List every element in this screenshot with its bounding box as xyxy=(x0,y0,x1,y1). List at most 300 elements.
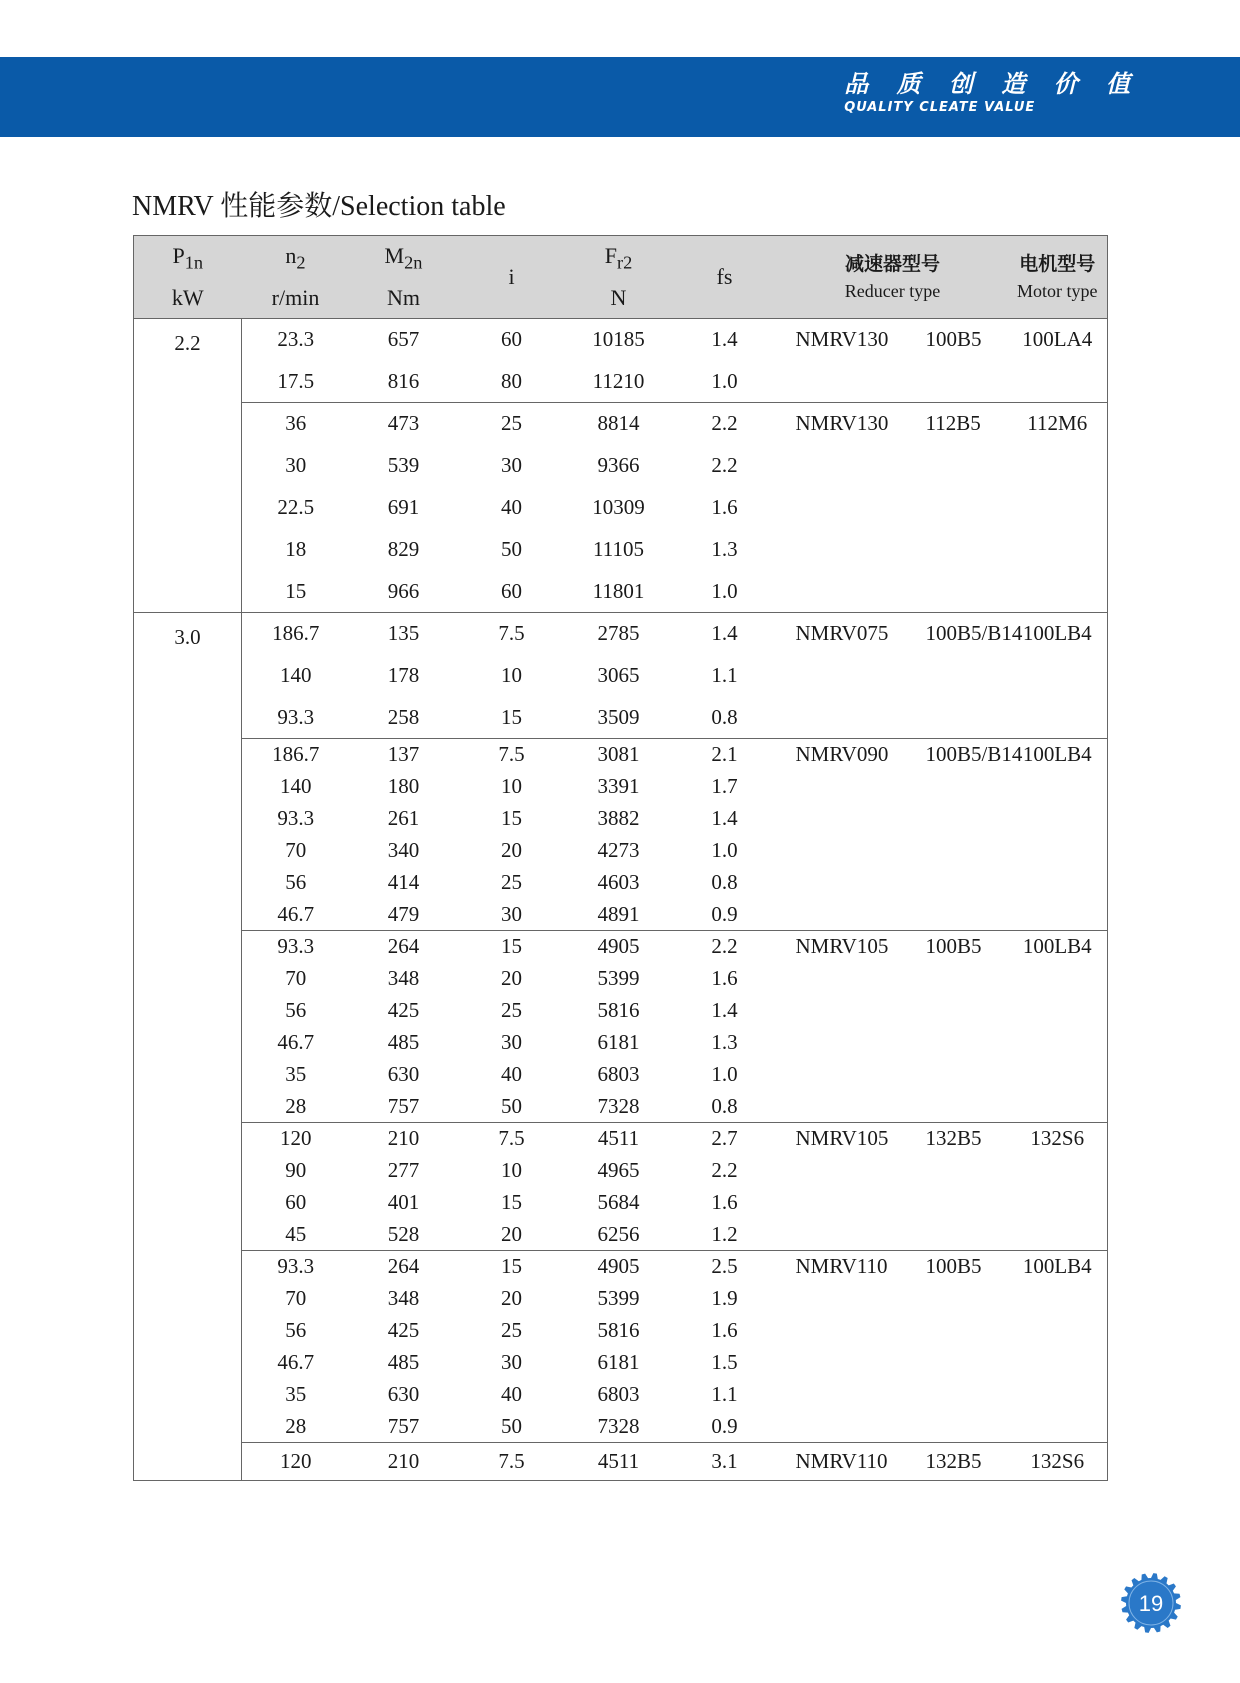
reducer-type-cell xyxy=(778,1187,1008,1219)
table-row xyxy=(134,899,1108,931)
motor-type-cell xyxy=(1008,1027,1108,1059)
i-cell: 25 xyxy=(501,1318,522,1342)
n2-cell: 35 xyxy=(285,1062,307,1086)
motor-type-cell: 132S6 xyxy=(1008,1443,1108,1481)
m2n-cell: 485 xyxy=(387,1030,420,1054)
header-p1n: $P_{1n}$ kW xyxy=(134,236,242,319)
m2n-cell: 401 xyxy=(387,1190,420,1214)
i-cell: 25 xyxy=(501,998,522,1022)
reducer-type-cell xyxy=(778,1283,1008,1315)
reducer-type-cell xyxy=(778,1155,1008,1187)
i-cell: 30 xyxy=(501,1350,522,1374)
reducer-type-cell xyxy=(778,899,1008,931)
fs-cell: 0.8 xyxy=(711,1093,738,1118)
fr2-cell: 11105 xyxy=(593,537,644,561)
m2n-cell: 258 xyxy=(387,704,420,729)
i-cell: 80 xyxy=(501,368,522,393)
header-motor-type: 电机型号 Motor type xyxy=(1008,236,1108,319)
table-header-row xyxy=(134,236,1108,319)
n2-cell: 70 xyxy=(285,966,307,990)
i-cell: 60 xyxy=(458,319,566,361)
motor-type-cell xyxy=(1008,1379,1108,1411)
reducer-flange: 100B5 xyxy=(925,1254,982,1279)
n2-cell: 120 xyxy=(242,1123,350,1155)
table-row xyxy=(134,445,1108,487)
reducer-type-cell xyxy=(778,1219,1008,1251)
m2n-cell: 657 xyxy=(350,319,458,361)
fs-cell: 2.1 xyxy=(672,739,778,771)
i-cell: 7.5 xyxy=(458,613,566,655)
fs-cell: 2.2 xyxy=(711,1158,738,1182)
fs-cell: 1.9 xyxy=(711,1286,738,1310)
m2n-cell: 180 xyxy=(387,774,420,798)
reducer-type-cell xyxy=(778,487,1008,529)
i-cell: 40 xyxy=(501,495,522,519)
n2-cell: 70 xyxy=(285,838,307,862)
n2-cell: 28 xyxy=(285,1413,307,1438)
table-row xyxy=(134,1315,1108,1347)
m2n-cell: 425 xyxy=(387,1318,420,1342)
motor-type-cell xyxy=(1008,445,1108,487)
fr2-cell: 11801 xyxy=(592,578,645,603)
n2-cell: 22.5 xyxy=(277,495,315,519)
motor-type-cell: 100LB4 xyxy=(1008,1251,1108,1283)
motor-type-cell xyxy=(1008,655,1108,697)
m2n-cell: 816 xyxy=(387,368,420,393)
slogan-en: QUALITY CLEATE VALUE xyxy=(844,100,1036,115)
i-cell: 10 xyxy=(501,1158,522,1182)
reducer-type-cell xyxy=(778,1379,1008,1411)
reducer-model: NMRV110 xyxy=(795,1449,888,1473)
m2n-cell: 485 xyxy=(387,1350,420,1374)
motor-type-cell xyxy=(1008,771,1108,803)
fr2-cell: 10309 xyxy=(592,495,645,519)
reducer-type-cell xyxy=(778,995,1008,1027)
reducer-type-cell xyxy=(778,1059,1008,1091)
n2-cell: 18 xyxy=(285,537,307,561)
fs-cell: 1.1 xyxy=(711,663,738,687)
i-cell: 60 xyxy=(501,578,522,603)
motor-type-cell xyxy=(1008,571,1108,613)
fs-cell: 0.9 xyxy=(711,901,738,926)
reducer-type-cell xyxy=(778,1123,1008,1155)
m2n-cell: 210 xyxy=(350,1443,458,1481)
fs-cell: 1.3 xyxy=(711,537,738,561)
fs-cell: 1.6 xyxy=(711,495,738,519)
fr2-cell: 4273 xyxy=(597,838,640,862)
fs-cell: 1.0 xyxy=(711,838,738,862)
i-cell: 20 xyxy=(501,966,522,990)
m2n-cell: 966 xyxy=(387,578,420,603)
i-cell: 10 xyxy=(501,663,522,687)
m2n-cell: 261 xyxy=(387,806,420,830)
reducer-type-cell xyxy=(778,1251,1008,1283)
table-row xyxy=(134,1379,1108,1411)
m2n-cell: 479 xyxy=(387,901,420,926)
table-row xyxy=(134,995,1108,1027)
table-row xyxy=(134,771,1108,803)
table-row xyxy=(134,613,1108,655)
reducer-flange: 112B5 xyxy=(925,411,981,436)
motor-type-cell xyxy=(1008,697,1108,739)
table-row xyxy=(134,403,1108,445)
motor-type-cell xyxy=(1008,1155,1108,1187)
motor-type-cell xyxy=(1008,1347,1108,1379)
n2-cell: 45 xyxy=(285,1221,307,1246)
motor-type-cell: 100LA4 xyxy=(1008,319,1108,361)
fr2-cell: 7328 xyxy=(597,1093,640,1118)
n2-cell: 70 xyxy=(285,1286,307,1310)
fr2-cell: 5684 xyxy=(597,1190,640,1214)
m2n-cell: 829 xyxy=(387,537,420,561)
n2-cell: 140 xyxy=(280,663,312,687)
table-row xyxy=(134,1283,1108,1315)
i-cell: 15 xyxy=(501,704,522,729)
motor-type-cell xyxy=(1008,963,1108,995)
table-row xyxy=(134,835,1108,867)
i-cell: 50 xyxy=(501,537,522,561)
fr2-cell: 4511 xyxy=(566,1443,672,1481)
m2n-cell: 539 xyxy=(387,453,420,477)
reducer-type-cell xyxy=(778,319,1008,361)
table-body xyxy=(134,319,1108,1481)
table-row xyxy=(134,1091,1108,1123)
reducer-flange: 100B5/B14 xyxy=(925,621,1023,646)
table-row xyxy=(134,487,1108,529)
fr2-cell: 5399 xyxy=(597,966,640,990)
fr2-cell: 6181 xyxy=(597,1030,640,1054)
motor-type-cell xyxy=(1008,1219,1108,1251)
fr2-cell: 3065 xyxy=(597,663,640,687)
i-cell: 40 xyxy=(501,1062,522,1086)
m2n-cell: 348 xyxy=(387,1286,420,1310)
i-cell: 25 xyxy=(458,403,566,445)
motor-type-cell: 112M6 xyxy=(1008,403,1108,445)
reducer-type-cell xyxy=(778,697,1008,739)
table-row xyxy=(134,655,1108,697)
fs-cell: 2.2 xyxy=(711,453,738,477)
motor-type-cell xyxy=(1008,1315,1108,1347)
n2-cell: 93.3 xyxy=(242,931,350,963)
fs-cell: 1.0 xyxy=(711,368,738,393)
header-n2: $n_2$ r/min xyxy=(242,236,350,319)
fs-cell: 0.9 xyxy=(711,1413,738,1438)
motor-type-cell: 132S6 xyxy=(1008,1123,1108,1155)
motor-type-cell xyxy=(1008,1187,1108,1219)
reducer-type-cell xyxy=(778,867,1008,899)
reducer-model: NMRV075 xyxy=(795,621,889,646)
table-row xyxy=(134,1443,1108,1481)
reducer-type-cell xyxy=(778,361,1008,403)
n2-cell: 93.3 xyxy=(277,704,315,729)
i-cell: 15 xyxy=(458,1251,566,1283)
motor-type-cell xyxy=(1008,867,1108,899)
motor-type-cell: 100LB4 xyxy=(1008,739,1108,771)
m2n-cell: 137 xyxy=(350,739,458,771)
i-cell: 15 xyxy=(501,1190,522,1214)
reducer-type-cell xyxy=(778,771,1008,803)
fr2-cell: 6803 xyxy=(597,1382,640,1406)
motor-type-cell xyxy=(1008,1091,1108,1123)
header-fr2: $F_{r2}$ N xyxy=(566,236,672,319)
i-cell: 7.5 xyxy=(458,1443,566,1481)
reducer-type-cell xyxy=(778,963,1008,995)
i-cell: 15 xyxy=(458,931,566,963)
n2-cell: 56 xyxy=(285,998,307,1022)
reducer-type-cell xyxy=(778,1443,1008,1481)
n2-cell: 46.7 xyxy=(277,1030,315,1054)
reducer-flange: 132B5 xyxy=(925,1449,982,1473)
header-banner xyxy=(0,57,1240,137)
n2-cell: 90 xyxy=(285,1158,307,1182)
reducer-model: NMRV105 xyxy=(795,934,889,959)
fs-cell: 2.2 xyxy=(672,931,778,963)
m2n-cell: 340 xyxy=(387,838,420,862)
table-row xyxy=(134,361,1108,403)
motor-type-cell xyxy=(1008,487,1108,529)
reducer-flange: 132B5 xyxy=(925,1126,982,1151)
motor-type-cell xyxy=(1008,803,1108,835)
m2n-cell: 414 xyxy=(387,870,420,894)
i-cell: 15 xyxy=(501,806,522,830)
table-row xyxy=(134,1123,1108,1155)
table-row xyxy=(134,1251,1108,1283)
fr2-cell: 9366 xyxy=(597,453,640,477)
motor-type-cell xyxy=(1008,1411,1108,1443)
motor-type-cell: 100LB4 xyxy=(1008,931,1108,963)
n2-cell: 186.7 xyxy=(242,613,350,655)
reducer-type-cell xyxy=(778,739,1023,771)
header-i: i xyxy=(458,236,566,319)
i-cell: 20 xyxy=(501,838,522,862)
n2-cell: 60 xyxy=(285,1190,307,1214)
fr2-cell: 5816 xyxy=(597,1318,640,1342)
m2n-cell: 264 xyxy=(350,931,458,963)
motor-type-cell xyxy=(1008,899,1108,931)
fr2-cell: 10185 xyxy=(566,319,672,361)
header-m2n: $M_{2n}$ Nm xyxy=(350,236,458,319)
reducer-model: NMRV110 xyxy=(795,1254,888,1279)
n2-cell: 15 xyxy=(285,578,307,603)
table-row xyxy=(134,571,1108,613)
n2-cell: 36 xyxy=(242,403,350,445)
table-row xyxy=(134,931,1108,963)
n2-cell: 35 xyxy=(285,1382,307,1406)
reducer-type-cell xyxy=(778,1027,1008,1059)
fs-cell: 1.4 xyxy=(711,998,738,1022)
reducer-model: NMRV130 xyxy=(795,411,889,436)
reducer-type-cell xyxy=(778,1411,1008,1443)
i-cell: 30 xyxy=(501,901,522,926)
fr2-cell: 3882 xyxy=(597,806,640,830)
m2n-cell: 757 xyxy=(387,1093,420,1118)
fr2-cell: 3391 xyxy=(597,774,640,798)
reducer-flange: 100B5 xyxy=(925,327,982,352)
table-row xyxy=(134,963,1108,995)
i-cell: 20 xyxy=(501,1286,522,1310)
fr2-cell: 6256 xyxy=(597,1221,640,1246)
fr2-cell: 4891 xyxy=(597,901,640,926)
i-cell: 50 xyxy=(501,1413,522,1438)
m2n-cell: 757 xyxy=(387,1413,420,1438)
n2-cell: 30 xyxy=(285,453,307,477)
fs-cell: 1.1 xyxy=(711,1382,738,1406)
fr2-cell: 4603 xyxy=(597,870,640,894)
reducer-type-cell xyxy=(778,403,1008,445)
i-cell: 40 xyxy=(501,1382,522,1406)
power-cell: 2.2 xyxy=(134,319,242,613)
fs-cell: 1.0 xyxy=(711,578,738,603)
reducer-model: NMRV090 xyxy=(795,742,889,767)
selection-table xyxy=(133,235,1108,1481)
fr2-cell: 8814 xyxy=(566,403,672,445)
i-cell: 30 xyxy=(501,1030,522,1054)
i-cell: 25 xyxy=(501,870,522,894)
motor-type-cell xyxy=(1008,361,1108,403)
reducer-type-cell xyxy=(778,571,1008,613)
reducer-type-cell xyxy=(778,1347,1008,1379)
fr2-cell: 5816 xyxy=(597,998,640,1022)
fs-cell: 1.0 xyxy=(711,1062,738,1086)
fr2-cell: 4905 xyxy=(566,931,672,963)
m2n-cell: 178 xyxy=(387,663,420,687)
page-number-badge xyxy=(1120,1572,1182,1634)
fs-cell: 1.4 xyxy=(672,613,778,655)
reducer-type-cell xyxy=(778,931,1008,963)
table-row xyxy=(134,529,1108,571)
motor-type-cell: 100LB4 xyxy=(1008,613,1108,655)
i-cell: 10 xyxy=(501,774,522,798)
fr2-cell: 4905 xyxy=(566,1251,672,1283)
n2-cell: 93.3 xyxy=(277,806,315,830)
fr2-cell: 5399 xyxy=(597,1286,640,1310)
m2n-cell: 135 xyxy=(350,613,458,655)
table-row xyxy=(134,1219,1108,1251)
header-reducer-type: 减速器型号 Reducer type xyxy=(778,236,1008,319)
table-row xyxy=(134,1155,1108,1187)
fr2-cell: 6181 xyxy=(597,1350,640,1374)
fs-cell: 0.8 xyxy=(711,704,738,729)
fs-cell: 1.4 xyxy=(672,319,778,361)
n2-cell: 186.7 xyxy=(242,739,350,771)
fs-cell: 1.7 xyxy=(711,774,738,798)
table-row xyxy=(134,739,1108,771)
table-row xyxy=(134,697,1108,739)
m2n-cell: 528 xyxy=(387,1221,420,1246)
motor-type-cell xyxy=(1008,529,1108,571)
fs-cell: 2.7 xyxy=(672,1123,778,1155)
table-row xyxy=(134,319,1108,361)
i-cell: 30 xyxy=(501,453,522,477)
n2-cell: 93.3 xyxy=(242,1251,350,1283)
m2n-cell: 691 xyxy=(387,495,420,519)
n2-cell: 28 xyxy=(285,1093,307,1118)
motor-type-cell xyxy=(1008,1283,1108,1315)
table-row xyxy=(134,867,1108,899)
table-row xyxy=(134,1059,1108,1091)
reducer-type-cell xyxy=(778,655,1008,697)
m2n-cell: 277 xyxy=(387,1158,420,1182)
reducer-type-cell xyxy=(778,529,1008,571)
page-title: NMRV 性能参数/Selection table xyxy=(132,191,506,222)
fs-cell: 2.5 xyxy=(672,1251,778,1283)
fr2-cell: 3081 xyxy=(566,739,672,771)
fr2-cell: 6803 xyxy=(597,1062,640,1086)
m2n-cell: 473 xyxy=(350,403,458,445)
n2-cell: 56 xyxy=(285,870,307,894)
reducer-type-cell xyxy=(778,835,1008,867)
table-row xyxy=(134,803,1108,835)
fs-cell: 1.6 xyxy=(711,966,738,990)
motor-type-cell xyxy=(1008,995,1108,1027)
table-row xyxy=(134,1411,1108,1443)
n2-cell: 17.5 xyxy=(277,368,315,393)
n2-cell: 46.7 xyxy=(277,901,315,926)
reducer-flange: 100B5 xyxy=(925,934,982,959)
m2n-cell: 630 xyxy=(387,1382,420,1406)
reducer-type-cell xyxy=(778,1091,1008,1123)
fs-cell: 1.6 xyxy=(711,1318,738,1342)
n2-cell: 56 xyxy=(285,1318,307,1342)
n2-cell: 140 xyxy=(280,774,312,798)
fr2-cell: 3509 xyxy=(597,704,640,729)
reducer-model: NMRV105 xyxy=(795,1126,889,1151)
i-cell: 7.5 xyxy=(458,1123,566,1155)
header-fs: fs xyxy=(672,236,778,319)
m2n-cell: 425 xyxy=(387,998,420,1022)
power-cell: 3.0 xyxy=(134,613,242,1481)
table-row xyxy=(134,1187,1108,1219)
fr2-cell: 4965 xyxy=(597,1158,640,1182)
fs-cell: 1.6 xyxy=(711,1190,738,1214)
fs-cell: 0.8 xyxy=(711,870,738,894)
fr2-cell: 2785 xyxy=(566,613,672,655)
fr2-cell: 11210 xyxy=(592,368,645,393)
page-number: 19 xyxy=(1138,1591,1164,1616)
fs-cell: 1.2 xyxy=(711,1221,738,1246)
table-row xyxy=(134,1027,1108,1059)
m2n-cell: 630 xyxy=(387,1062,420,1086)
fs-cell: 2.2 xyxy=(672,403,778,445)
m2n-cell: 264 xyxy=(350,1251,458,1283)
motor-type-cell xyxy=(1008,835,1108,867)
reducer-type-cell xyxy=(778,445,1008,487)
table-row xyxy=(134,1347,1108,1379)
m2n-cell: 348 xyxy=(387,966,420,990)
fr2-cell: 4511 xyxy=(566,1123,672,1155)
fr2-cell: 7328 xyxy=(597,1413,640,1438)
fs-cell: 3.1 xyxy=(672,1443,778,1481)
slogan xyxy=(844,69,1140,117)
fs-cell: 1.3 xyxy=(711,1030,738,1054)
i-cell: 7.5 xyxy=(458,739,566,771)
m2n-cell: 210 xyxy=(350,1123,458,1155)
reducer-type-cell xyxy=(778,1315,1008,1347)
fs-cell: 1.5 xyxy=(711,1350,738,1374)
i-cell: 20 xyxy=(501,1221,522,1246)
slogan-cn: 品 质 创 造 价 值 xyxy=(844,70,1140,98)
reducer-model: NMRV130 xyxy=(795,327,889,352)
n2-cell: 120 xyxy=(242,1443,350,1481)
i-cell: 50 xyxy=(501,1093,522,1118)
motor-type-cell xyxy=(1008,1059,1108,1091)
reducer-type-cell xyxy=(778,613,1023,655)
fs-cell: 1.4 xyxy=(711,806,738,830)
n2-cell: 46.7 xyxy=(277,1350,315,1374)
n2-cell: 23.3 xyxy=(242,319,350,361)
reducer-flange: 100B5/B14 xyxy=(925,742,1023,767)
reducer-type-cell xyxy=(778,803,1008,835)
